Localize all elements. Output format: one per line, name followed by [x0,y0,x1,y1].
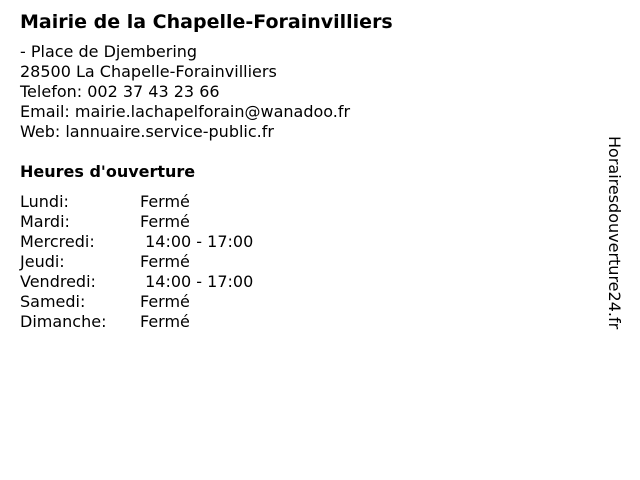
day-label: Dimanche: [20,312,107,331]
hours-row-tuesday [20,212,580,232]
contact-block [20,42,580,142]
day-hours: Fermé [140,312,190,331]
day-hours: Fermé [140,192,190,211]
web-text: Web: lannuaire.service-public.fr [20,122,274,141]
hours-table [20,192,580,332]
day-label: Vendredi: [20,272,96,291]
phone-text: Telefon: 002 37 43 23 66 [20,82,220,101]
day-hours: Fermé [140,252,190,271]
day-hours: Fermé [140,292,190,311]
site-watermark: Horairesdouverture24.fr [605,136,624,330]
office-card [20,10,580,332]
hours-row-saturday [20,292,580,312]
hours-row-wednesday [20,232,580,252]
address-city: 28500 La Chapelle-Forainvilliers [20,62,277,81]
day-hours: 14:00 - 17:00 [140,272,254,291]
day-label: Mardi: [20,212,70,231]
day-label: Samedi: [20,292,86,311]
hours-row-monday [20,192,580,212]
office-title: Mairie de la Chapelle-Forainvilliers [20,11,393,33]
day-label: Mercredi: [20,232,95,251]
day-label: Jeudi: [20,252,65,271]
hours-heading: Heures d'ouverture [20,162,196,181]
email-text: Email: mairie.lachapelforain@wanadoo.fr [20,102,351,121]
day-label: Lundi: [20,192,69,211]
day-hours: 14:00 - 17:00 [140,232,254,251]
hours-row-friday [20,272,580,292]
day-hours: Fermé [140,212,190,231]
hours-row-thursday [20,252,580,272]
hours-row-sunday [20,312,580,332]
address-street: - Place de Djembering [20,42,198,61]
